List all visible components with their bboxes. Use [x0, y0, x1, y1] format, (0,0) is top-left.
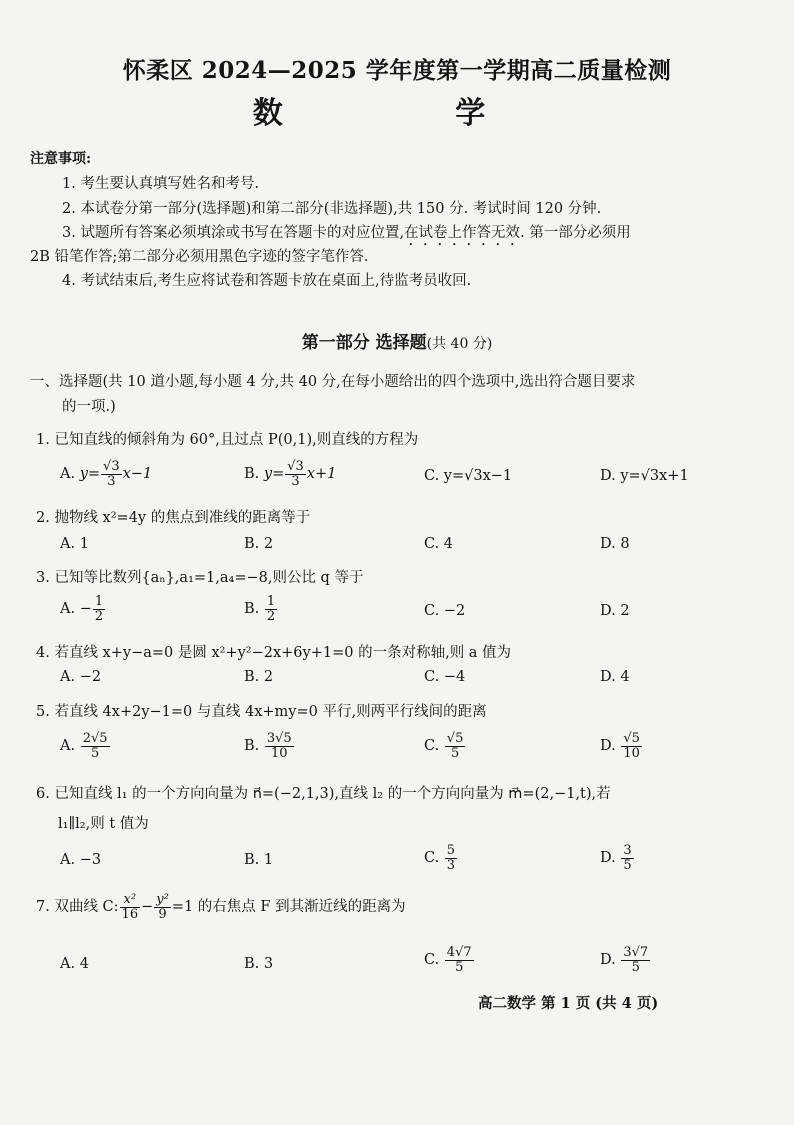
question-7-option-d: D. $\frac{3√7}{5}$ — [600, 945, 649, 975]
question-1-option-a: A. y= $\frac{√3}{3}$ x−1 — [60, 459, 153, 489]
question-3-stem: 3. 已知等比数列{aₙ},a₁=1,a₄=−8,则公比 q 等于 — [36, 570, 364, 586]
question-6-option-b: B. 1 — [244, 852, 274, 868]
question-4-option-c: C. −4 — [424, 669, 466, 685]
question-6-option-a: A. −3 — [60, 852, 102, 868]
notice-item-3: 3. 试题所有答案必须填涂或书写在答题卡的对应位置,在试卷上作答无效. 第一部分必须用 — [62, 225, 631, 241]
question-6-stem: 6. 已知直线 l₁ 的一个方向向量为 n⃗=(−2,1,3),直线 l₂ 的一个方向向量为 m⃗=(2,−1,t),若 — [36, 786, 611, 802]
question-3-option-b: B. $\frac{1}{2}$ — [244, 594, 276, 624]
part-one-heading: 第一部分 选择题(共 40 分) — [301, 333, 493, 353]
question-2-option-b: B. 2 — [244, 536, 274, 552]
page-footer: 高二数学 第 1 页 (共 4 页) — [478, 995, 659, 1012]
question-1-option-c: C. y=√3x−1 — [424, 468, 513, 484]
question-3-option-a: A. − $\frac{1}{2}$ — [60, 594, 104, 624]
question-1-option-b: B. y= $\frac{√3}{3}$ x+1 — [244, 459, 337, 489]
question-1-stem: 1. 已知直线的倾斜角为 60°,且过点 P(0,1),则直线的方程为 — [36, 432, 419, 448]
section-instructions-cont: 的一项.) — [62, 399, 116, 415]
question-4-option-b: B. 2 — [244, 669, 274, 685]
question-7-option-a: A. 4 — [60, 956, 89, 972]
subject-title: 数 学 — [252, 96, 542, 131]
section-instructions: 一、选择题(共 10 道小题,每小题 4 分,共 40 分,在每小题给出的四个选项中,选出符合题目要求 — [30, 374, 636, 390]
question-5-option-c: C. $\frac{√5}{5}$ — [424, 731, 464, 761]
question-5-option-a: A. $\frac{2√5}{5}$ — [60, 731, 108, 761]
emphasis-text: 在试卷上作答无效 — [404, 225, 521, 241]
notice-item-3-cont: 2B 铅笔作答;第二部分必须用黑色字迹的签字笔作答. — [30, 249, 369, 265]
notice-item-1: 1. 考生要认真填写姓名和考号. — [62, 176, 260, 192]
question-2-option-d: D. 8 — [600, 536, 630, 552]
question-4-stem: 4. 若直线 x+y−a=0 是圆 x²+y²−2x+6y+1=0 的一条对称轴,则 a 值为 — [36, 645, 512, 661]
question-2-stem: 2. 抛物线 x²=4y 的焦点到准线的距离等于 — [36, 510, 311, 526]
question-5-stem: 5. 若直线 4x+2y−1=0 与直线 4x+my=0 平行,则两平行线间的距离 — [36, 704, 487, 720]
question-6-option-d: D. $\frac{3}{5}$ — [600, 843, 632, 873]
notice-heading: 注意事项: — [30, 151, 92, 167]
question-4-option-d: D. 4 — [600, 669, 630, 685]
notice-item-2: 2. 本试卷分第一部分(选择题)和第二部分(非选择题),共 150 分. 考试时间 120 分钟. — [62, 201, 602, 217]
question-7-option-c: C. $\frac{4√7}{5}$ — [424, 945, 472, 975]
question-3-option-d: D. 2 — [600, 603, 630, 619]
exam-title: 怀柔区 2024—2025 学年度第一学期高二质量检测 — [122, 57, 672, 84]
question-1-option-d: D. y=√3x+1 — [600, 468, 689, 484]
notice-item-4: 4. 考试结束后,考生应将试卷和答题卡放在桌面上,待监考员收回. — [62, 273, 472, 289]
question-7-option-b: B. 3 — [244, 956, 274, 972]
question-5-option-d: D. $\frac{√5}{10}$ — [600, 731, 640, 761]
question-6-option-c: C. $\frac{5}{3}$ — [424, 843, 456, 873]
question-5-option-b: B. $\frac{3√5}{10}$ — [244, 731, 292, 761]
question-7-stem: 7. 双曲线 C: $\frac{\text{x²}}{16}$ − $\frac{\text{y²}}{9}$ =1 的右焦点 F 到其渐近线的距离为 — [36, 892, 406, 922]
question-2-option-a: A. 1 — [60, 536, 89, 552]
question-6-stem-cont: l₁∥l₂,则 t 值为 — [58, 816, 149, 832]
question-3-option-c: C. −2 — [424, 603, 466, 619]
question-4-option-a: A. −2 — [60, 669, 102, 685]
question-2-option-c: C. 4 — [424, 536, 454, 552]
